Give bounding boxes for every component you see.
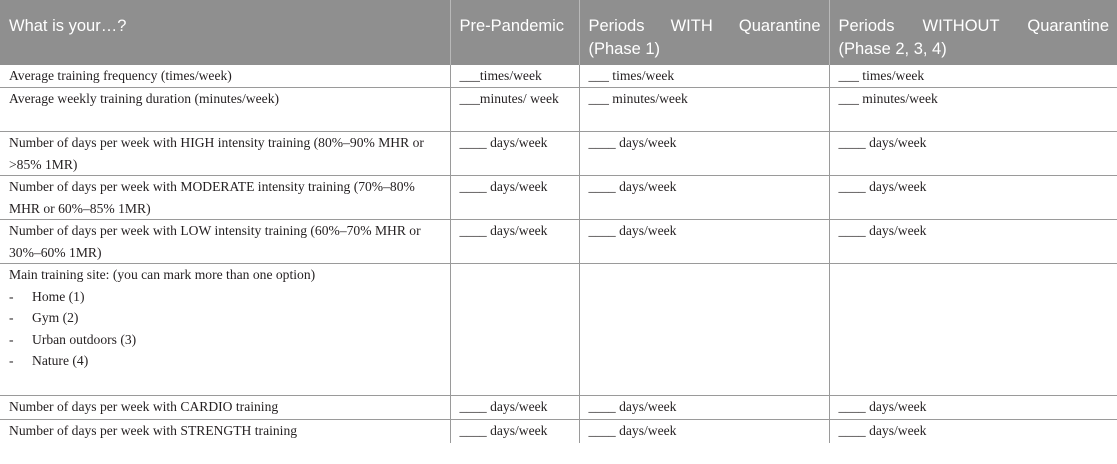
question-cell: Number of days per week with CARDIO training	[0, 396, 450, 420]
table-row	[0, 65, 1117, 88]
option-label: Gym (2)	[32, 310, 79, 325]
pre-pandemic-blank: ____ days/week	[450, 132, 579, 176]
list-dash: -	[9, 353, 14, 368]
header-question: What is your…?	[0, 0, 450, 65]
header-with-quarantine: Periods WITH Quarantine (Phase 1)	[579, 0, 829, 65]
training-site-options	[9, 286, 442, 372]
with-quarantine-blank: ____ days/week	[579, 420, 829, 444]
table-row	[0, 420, 1117, 444]
question-cell: Number of days per week with MODERATE intensity training (70%–80% MHR or 60%–85% 1MR)	[0, 176, 450, 220]
pre-pandemic-blank: ____ days/week	[450, 396, 579, 420]
pre-pandemic-blank	[450, 264, 579, 396]
table-header	[0, 0, 1117, 65]
with-quarantine-blank: ____ days/week	[579, 220, 829, 264]
without-quarantine-blank: ____ days/week	[829, 396, 1117, 420]
question-cell: Number of days per week with STRENGTH training	[9, 423, 298, 438]
without-quarantine-blank: ____ days/week	[829, 220, 1117, 264]
pre-pandemic-blank: ____ days/week	[450, 176, 579, 220]
list-dash: -	[9, 288, 14, 304]
with-quarantine-blank: ___ minutes/week	[579, 88, 829, 132]
option-label: Nature (4)	[32, 353, 89, 368]
list-item	[9, 350, 442, 372]
list-item	[9, 286, 442, 308]
pre-pandemic-blank: ____ days/week	[450, 420, 579, 444]
with-quarantine-blank	[579, 264, 829, 396]
list-item	[9, 307, 442, 329]
table-row	[0, 220, 1117, 264]
without-quarantine-blank	[829, 264, 1117, 396]
with-quarantine-blank: ____ days/week	[579, 176, 829, 220]
list-dash: -	[9, 310, 14, 325]
table-row	[0, 396, 1117, 420]
without-quarantine-blank: ____ days/week	[829, 132, 1117, 176]
option-label: Home (1)	[32, 288, 85, 304]
header-pre-pandemic: Pre-Pandemic	[450, 0, 579, 65]
pre-pandemic-blank: ___minutes/ week	[450, 88, 579, 132]
training-site-question: Main training site: (you can mark more than one option)	[9, 267, 316, 282]
question-cell: Number of days per week with HIGH intensity training (80%–90% MHR or >85% 1MR)	[0, 132, 450, 176]
without-quarantine-blank: ___ minutes/week	[829, 88, 1117, 132]
with-quarantine-blank: ____ days/week	[579, 132, 829, 176]
list-item	[9, 329, 442, 351]
question-cell: Average training frequency (times/week)	[0, 65, 450, 88]
header-without-quarantine: Periods WITHOUT Quarantine (Phase 2, 3, 4)	[829, 0, 1117, 65]
option-label: Urban outdoors (3)	[32, 331, 137, 347]
header-row	[0, 0, 1117, 65]
table-row	[0, 132, 1117, 176]
without-quarantine-blank: ____ days/week	[829, 176, 1117, 220]
table-row	[0, 264, 1117, 396]
table-row	[0, 176, 1117, 220]
table-row	[0, 88, 1117, 132]
question-cell: Average weekly training duration (minutes/week)	[0, 88, 450, 132]
with-quarantine-blank: ____ days/week	[579, 396, 829, 420]
question-cell	[0, 264, 450, 396]
pre-pandemic-blank: ____ days/week	[450, 220, 579, 264]
without-quarantine-blank: ___ times/week	[829, 65, 1117, 88]
table-body	[0, 65, 1117, 443]
without-quarantine-blank: ____ days/week	[829, 420, 1117, 444]
question-cell: Number of days per week with LOW intensity training (60%–70% MHR or 30%–60% 1MR)	[0, 220, 450, 264]
list-dash: -	[9, 331, 14, 347]
with-quarantine-blank: ___ times/week	[579, 65, 829, 88]
pre-pandemic-blank: ___times/week	[450, 65, 579, 88]
